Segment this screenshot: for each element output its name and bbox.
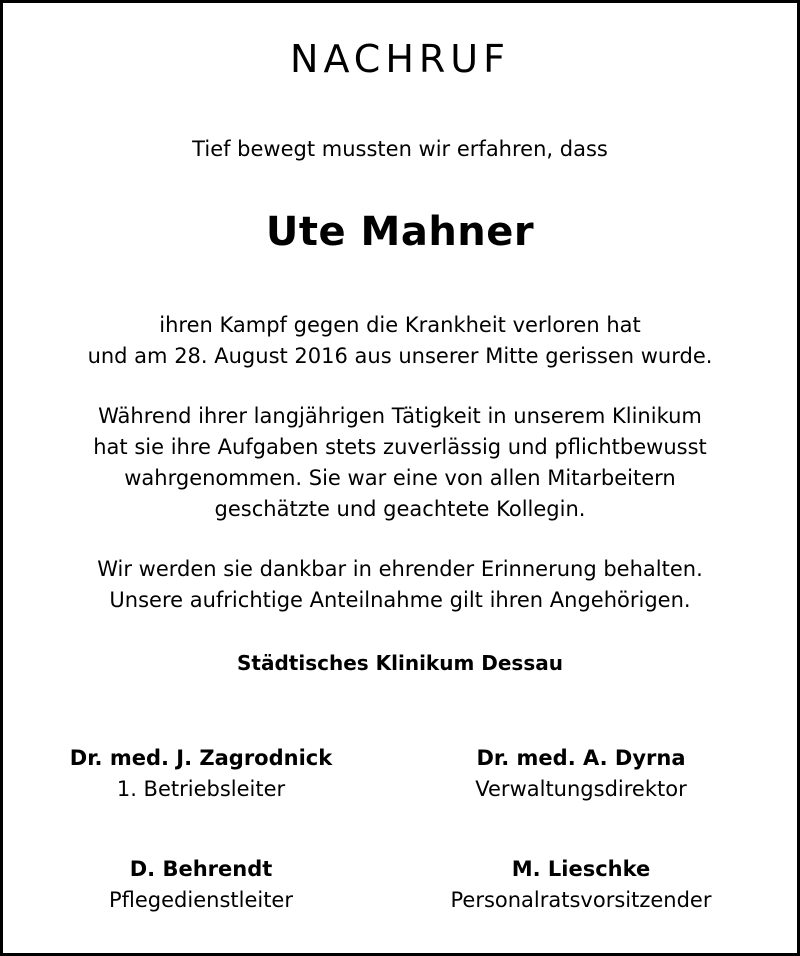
paragraph-line: hat sie ihre Aufgaben stets zuverlässig und pflichtbewusst [93, 435, 707, 459]
signatory-name: Dr. med. J. Zagrodnick [69, 746, 333, 770]
signatory-role: Pflegedienstleiter [108, 888, 293, 912]
paragraph-line: ihren Kampf gegen die Krankheit verloren hat [159, 313, 641, 337]
signatory-role: Personalratsvorsitzender [450, 888, 712, 912]
paragraph-death [3, 310, 797, 372]
signatory-block [391, 743, 771, 805]
paragraph-condolence [3, 554, 797, 616]
signatory-block [11, 854, 391, 916]
signatory-name: Dr. med. A. Dyrna [476, 746, 686, 770]
signatory-role: Verwaltungsdirektor [475, 777, 687, 801]
paragraph-line: Während ihrer langjährigen Tätigkeit in unserem Klinikum [98, 404, 702, 428]
paragraph-line: Wir werden sie dankbar in ehrender Erinnerung behalten. [97, 557, 703, 581]
notice-heading: NACHRUF [290, 37, 510, 81]
organization-name: Städtisches Klinikum Dessau [237, 651, 563, 675]
paragraph-line: geschätzte und geachtete Kollegin. [214, 497, 586, 521]
signatory-name: M. Lieschke [511, 857, 651, 881]
signatory-role: 1. Betriebsleiter [116, 777, 286, 801]
paragraph-line: Unsere aufrichtige Anteilnahme gilt ihren Angehörigen. [109, 588, 691, 612]
signatory-name: D. Behrendt [129, 857, 273, 881]
paragraph-line: wahrgenommen. Sie war eine von allen Mitarbeitern [124, 466, 676, 490]
intro-text: Tief bewegt mussten wir erfahren, dass [192, 137, 608, 161]
paragraph-tribute [3, 401, 797, 525]
deceased-name: Ute Mahner [265, 209, 535, 255]
paragraph-line: und am 28. August 2016 aus unserer Mitte gerissen wurde. [87, 344, 713, 368]
signatory-block [11, 743, 391, 805]
signatory-block [391, 854, 771, 916]
